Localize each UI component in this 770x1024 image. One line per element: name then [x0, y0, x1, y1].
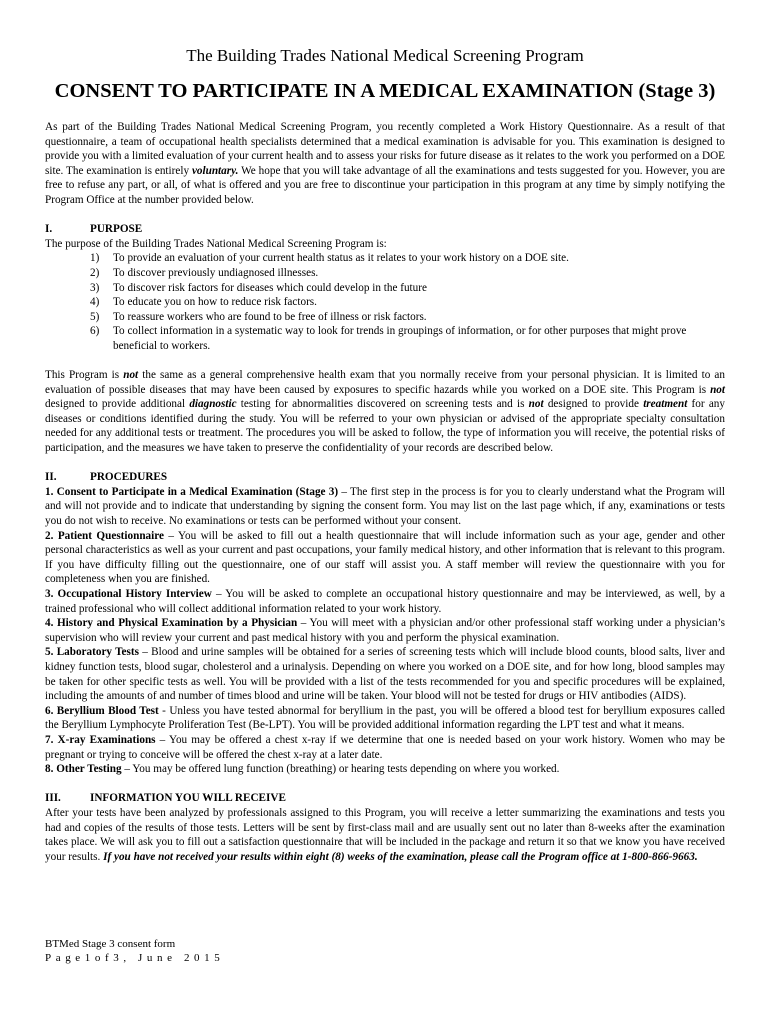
list-item: 6) To collect information in a systematic way to look for trends in groupings of information, or for other purposes that might prove beneficial to workers. — [90, 325, 687, 352]
page-number: Page1of3, June 2015 — [45, 952, 225, 964]
procedure-item: 3. Occupational History Interview – You will be asked to complete an occupational history questionnaire and may be interviewed, as well, by a trained professional who will collect additional information related to your work history. — [45, 588, 726, 615]
list-item: 4) To educate you on how to reduce risk factors. — [90, 296, 317, 309]
purpose-lead: The purpose of the Building Trades National Medical Screening Program is: — [45, 237, 387, 250]
procedure-item: 2. Patient Questionnaire – You will be asked to fill out a health questionnaire that will include information such as your age, gender and other personal characteristics as well as your current and past occupations, your family medical history, and other information that is relevant to this program. If you have difficulty filling out the questionnaire, one of our staff will assist you. A staff member will review the questionnaire with you for completeness when you are finished. — [45, 529, 725, 586]
purpose-list — [45, 251, 725, 353]
procedure-item: 1. Consent to Participate in a Medical Examination (Stage 3) – The first step in the process is for you to clearly understand what the Program will and will not provide and to indicate that understanding by signing the consent form. You may list on the last page which, if any, examinations or tests you do not wish to receive. No examinations or tests can be performed without your consent. — [45, 485, 725, 528]
voluntary-emphasis: voluntary. — [191, 164, 239, 177]
procedure-item: 7. X-ray Examinations – You may be offered a chest x-ray if we determine that one is needed based on your work history. Women who may be pregnant or trying to conceive will be offered the chest x-ray at a later date. — [45, 733, 725, 761]
document-body — [45, 120, 725, 864]
list-item: 5) To reassure workers who are found to be free of illness or risk factors. — [90, 310, 427, 323]
intro-paragraph: As part of the Building Trades National Medical Screening Program, you recently completed a Work History Questionnaire. As a result of that questionnaire, a team of occupational health specialists determined that a medical examination is advisable for you. This examination is designed to provide you with a limited evaluation of your current health and to assess your risks for future disease as it relates to the work you performed on a DOE site. The examination is entirely voluntary. We hope that you will take advantage of all the examinations and tests suggested for you. However, you are free to refuse any part, or all, of what is offered and you are free to discontinue your participation in this program at any time by simply notifying the Program Office at the number provided below. — [45, 121, 725, 206]
information-paragraph: After your tests have been analyzed by professionals assigned to this Program, you will receive a letter summarizing the examinations and tests you had and copies of the results of those tests. Letters will be sent by first-class mail and are usually sent out no later than 8-weeks after the examination takes place. We will ask you to fill out a satisfaction questionnaire that will be included in the package and return it so that we know you have received your results. If you have not received your results within eight (8) weeks of the examination, please call the Program office at 1-800-866-9663. — [45, 806, 725, 863]
section-heading-information: III. INFORMATION YOU WILL RECEIVE — [45, 792, 286, 805]
page-footer — [45, 937, 224, 965]
section-heading-purpose: I. PURPOSE — [45, 223, 143, 236]
procedure-item: 8. Other Testing – You may be offered lung function (breathing) or hearing tests depending on where you worked. — [45, 763, 560, 776]
program-scope-paragraph: This Program is not the same as a general comprehensive health exam that you normally receive from your personal physician. It is limited to an evaluation of possible diseases that may have been caused by exposures to specific hazards while you worked on a DOE site. This Program is not designed to provide additional diagnostic testing for abnormalities discovered on screening tests and is not designed to provide treatment for any diseases or conditions identified during the study. You will be referred to your own physician or advised of the appropriate specialty consultation needed for any additional tests or treatment. The procedures you will be asked to follow, the type of information you will receive, the potential risks of participation, and the measures we have taken to preserve the confidentiality of your records are described below. — [45, 369, 725, 455]
procedure-item: 4. History and Physical Examination by a Physician – You will meet with a physician and/or other professional staff working under a physician’s supervision who will review your current and past medical history with you and perform the physical examination. — [45, 617, 725, 644]
procedure-item: 6. Beryllium Blood Test - Unless you have tested abnormal for beryllium in the past, you will be offered a blood test for beryllium exposures called the Beryllium Lymphocyte Proliferation Test (Be-LPT). You will be provided additional information regarding the LPT test and what it means. — [45, 704, 725, 732]
form-name: BTMed Stage 3 consent form — [45, 938, 176, 950]
procedure-item: 5. Laboratory Tests – Blood and urine samples will be obtained for a series of screening tests which will include blood counts, blood salts, liver and kidney function tests, blood sugar, cholesterol and a urinalysis. Depending on where you worked on a DOE site, and for how long, blood samples may be taken for other specific tests as well. You will be provided with a list of the tests recommended for you and specific procedures will be explained, including the amounts of and number of times blood and urine will be taken. Your blood will not be tested for drugs or HIV antibodies (AIDS). — [45, 646, 725, 703]
list-item: 2) To discover previously undiagnosed illnesses. — [90, 266, 319, 279]
results-call-notice: If you have not received your results within eight (8) weeks of the examination, please call the Program office at 1-800-866-9663. — [103, 850, 698, 863]
section-heading-procedures: II. PROCEDURES — [45, 471, 168, 484]
program-title: The Building Trades National Medical Screening Program — [186, 46, 584, 65]
list-item: 3) To discover risk factors for diseases which could develop in the future — [90, 281, 427, 294]
page-title: CONSENT TO PARTICIPATE IN A MEDICAL EXAMINATION (Stage 3) — [54, 80, 716, 102]
list-item: 1) To provide an evaluation of your current health status as it relates to your work history on a DOE site. — [90, 252, 569, 265]
